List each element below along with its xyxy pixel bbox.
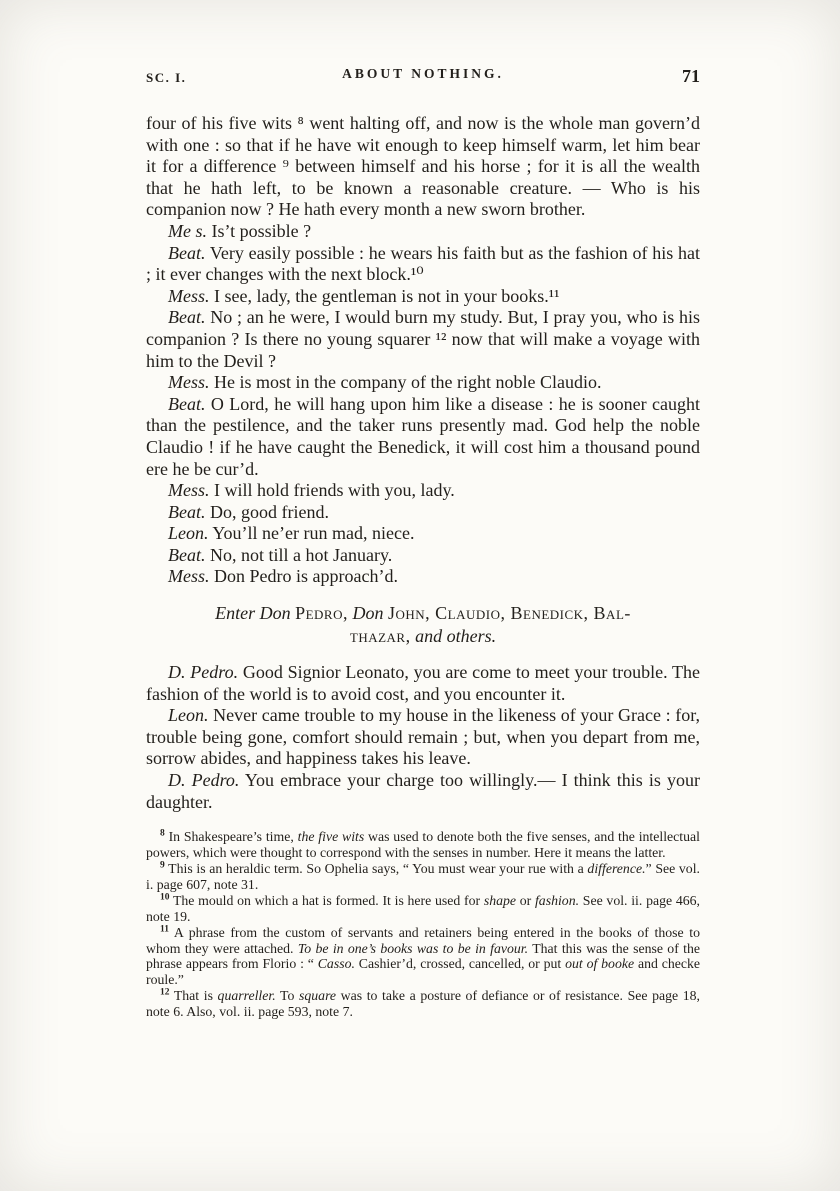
footnote-text: and checke roule.” bbox=[146, 956, 700, 988]
stage-text: Enter Don bbox=[215, 603, 296, 624]
footnote-number: 12 bbox=[160, 987, 170, 998]
dialogue-text: Very easily possible : he wears his faith but as the fashion of his hat ; it ever changes with the next block.¹⁰ bbox=[146, 242, 700, 285]
dialogue-text: No ; an he were, I would burn my study. But, I pray you, who is his companion ? Is there no young squarer ¹² now that will make a voyage with him to the Devil ? bbox=[146, 307, 700, 371]
footnote-text: ” See vol. i. page 607, note 31. bbox=[146, 861, 700, 892]
speaker-name: Leon. bbox=[168, 523, 209, 544]
dialogue-paragraph bbox=[146, 394, 700, 480]
dialogue-text: No, not till a hot January. bbox=[210, 544, 393, 565]
scene-label: SC. I. bbox=[146, 70, 187, 85]
speaker-name: Mess. bbox=[168, 285, 210, 306]
footnote-text: This is an heraldic term. So Ophelia says, “ You must wear your rue with a bbox=[168, 861, 588, 877]
footnote-11 bbox=[146, 925, 700, 989]
footnote-number: 8 bbox=[160, 828, 165, 839]
stage-text: and others. bbox=[410, 626, 497, 647]
stage-direction-line-1 bbox=[146, 602, 700, 625]
footnote-8 bbox=[146, 829, 700, 861]
speaker-name: Mess. bbox=[168, 480, 210, 501]
dialogue-paragraph bbox=[146, 372, 700, 394]
dialogue-paragraph bbox=[146, 502, 700, 524]
running-title: ABOUT NOTHING. bbox=[342, 66, 504, 81]
dialogue-text: Don Pedro is approach’d. bbox=[214, 566, 398, 587]
footnote-italic: difference. bbox=[587, 861, 646, 877]
footnote-text: In Shakespeare’s time, bbox=[168, 829, 298, 845]
speaker-name: Mess. bbox=[168, 566, 210, 587]
speaker-name: Beat. bbox=[168, 242, 206, 263]
dialogue-text: I see, lady, the gentleman is not in your books.¹¹ bbox=[214, 285, 560, 306]
speaker-name: Beat. bbox=[168, 501, 206, 522]
dialogue-paragraph bbox=[146, 480, 700, 502]
dialogue-paragraph bbox=[146, 307, 700, 372]
footnote-text: That this was the sense of the phrase appears from Florio : “ bbox=[146, 940, 700, 972]
page-number: 71 bbox=[682, 66, 700, 86]
stage-direction bbox=[146, 602, 700, 648]
footnote-text: was used to denote both the five senses, and the intellectual powers, which were thought to correspond with the senses in number. Here it means the latter. bbox=[146, 829, 700, 861]
dialogue-text: Do, good friend. bbox=[210, 501, 329, 522]
speaker-name: Beat. bbox=[168, 393, 206, 414]
speaker-name: Mess. bbox=[168, 372, 210, 393]
footnote-number: 10 bbox=[160, 892, 170, 903]
dialogue-paragraph bbox=[146, 243, 700, 286]
speaker-name: Beat. bbox=[168, 307, 206, 328]
character-names: John, Claudio, Benedick, Bal- bbox=[388, 603, 631, 624]
dialogue-text: O Lord, he will hang upon him like a disease : he is sooner caught than the pestilence, and the taker runs presently mad. God help the noble Claudio ! if he have caught the Benedick, it will cost him a thousand pound ere he be cur’d. bbox=[146, 393, 700, 479]
footnote-text: To bbox=[275, 988, 299, 1004]
character-name: thazar, bbox=[349, 626, 411, 647]
footnote-10 bbox=[146, 893, 700, 925]
opening-text: four of his five wits ⁸ went halting off, and now is the whole man govern’d with one : so that if he have wit enough to keep himself warm, let him bear it for a difference ⁹ between himself and his horse ; for it is all the wealth that he hath left, to be known a reasonable creature. — Who is his companion now ? He hath every month a new sworn brother. bbox=[146, 113, 700, 220]
dialogue-paragraph bbox=[146, 705, 700, 770]
footnote-italic: square bbox=[299, 988, 337, 1004]
dialogue-paragraph bbox=[146, 566, 700, 588]
dialogue-paragraph bbox=[146, 545, 700, 567]
footnote-italic: fashion. bbox=[534, 892, 580, 908]
dialogue-paragraph bbox=[146, 523, 700, 545]
speaker-name: D. Pedro. bbox=[168, 662, 239, 683]
opening-paragraph bbox=[146, 113, 700, 221]
speaker-name: Leon. bbox=[168, 705, 209, 726]
footnote-text: A phrase from the custom of servants and retainers being entered in the books of those to whom they were attached. bbox=[146, 924, 700, 956]
footnotes-section bbox=[146, 829, 700, 1020]
footnote-12 bbox=[146, 988, 700, 1020]
dialogue-text: Never came trouble to my house in the likeness of your Grace : for, trouble being gone, comfort should remain ; but, when you depart from me, sorrow abides, and happiness takes his leave. bbox=[146, 705, 701, 769]
speaker-name: D. Pedro. bbox=[168, 770, 240, 791]
footnote-italic: the five wits bbox=[297, 829, 365, 845]
speaker-name: Me s. bbox=[168, 220, 207, 241]
footnote-text: or bbox=[516, 892, 535, 908]
running-head bbox=[146, 66, 700, 87]
footnote-italic: To be in one’s books was to be in favour. bbox=[297, 940, 529, 956]
footnote-italic: shape bbox=[483, 892, 517, 908]
dialogue-paragraph bbox=[146, 770, 700, 813]
footnote-text: Cashier’d, crossed, cancelled, or put bbox=[354, 956, 566, 972]
dialogue-paragraph bbox=[146, 221, 700, 243]
footnote-9 bbox=[146, 861, 700, 893]
dialogue-paragraph bbox=[146, 662, 700, 705]
footnote-text: That is bbox=[173, 988, 218, 1004]
footnote-number: 11 bbox=[160, 924, 169, 935]
stage-direction-line-2 bbox=[146, 625, 700, 648]
dialogue-text: Is’t possible ? bbox=[211, 220, 312, 241]
dialogue-text: You embrace your charge too willingly.— I think this is your daughter. bbox=[146, 770, 700, 812]
page-text bbox=[146, 113, 700, 1020]
footnote-italic: Casso. bbox=[317, 956, 355, 972]
stage-text: Don bbox=[348, 603, 388, 624]
footnote-text: See vol. ii. page 466, note 19. bbox=[146, 892, 700, 924]
footnote-italic: out of booke bbox=[565, 956, 635, 972]
footnote-italic: quarreller. bbox=[217, 988, 276, 1004]
dialogue-paragraph bbox=[146, 286, 700, 308]
character-name: Pedro, bbox=[295, 603, 348, 624]
speaker-name: Beat. bbox=[168, 544, 206, 565]
footnote-text: The mould on which a hat is formed. It is here used for bbox=[172, 892, 484, 908]
footnote-text: was to take a posture of defiance or of resistance. See page 18, note 6. Also, vol. ii. page 593, note 7. bbox=[146, 988, 701, 1020]
footnote-number: 9 bbox=[160, 860, 165, 871]
dialogue-text: I will hold friends with you, lady. bbox=[214, 480, 455, 501]
dialogue-text: He is most in the company of the right noble Claudio. bbox=[214, 372, 602, 393]
dialogue-text: Good Signior Leonato, you are come to meet your trouble. The fashion of the world is to avoid cost, and you encounter it. bbox=[146, 662, 701, 704]
dialogue-text: You’ll ne’er run mad, niece. bbox=[212, 523, 415, 544]
